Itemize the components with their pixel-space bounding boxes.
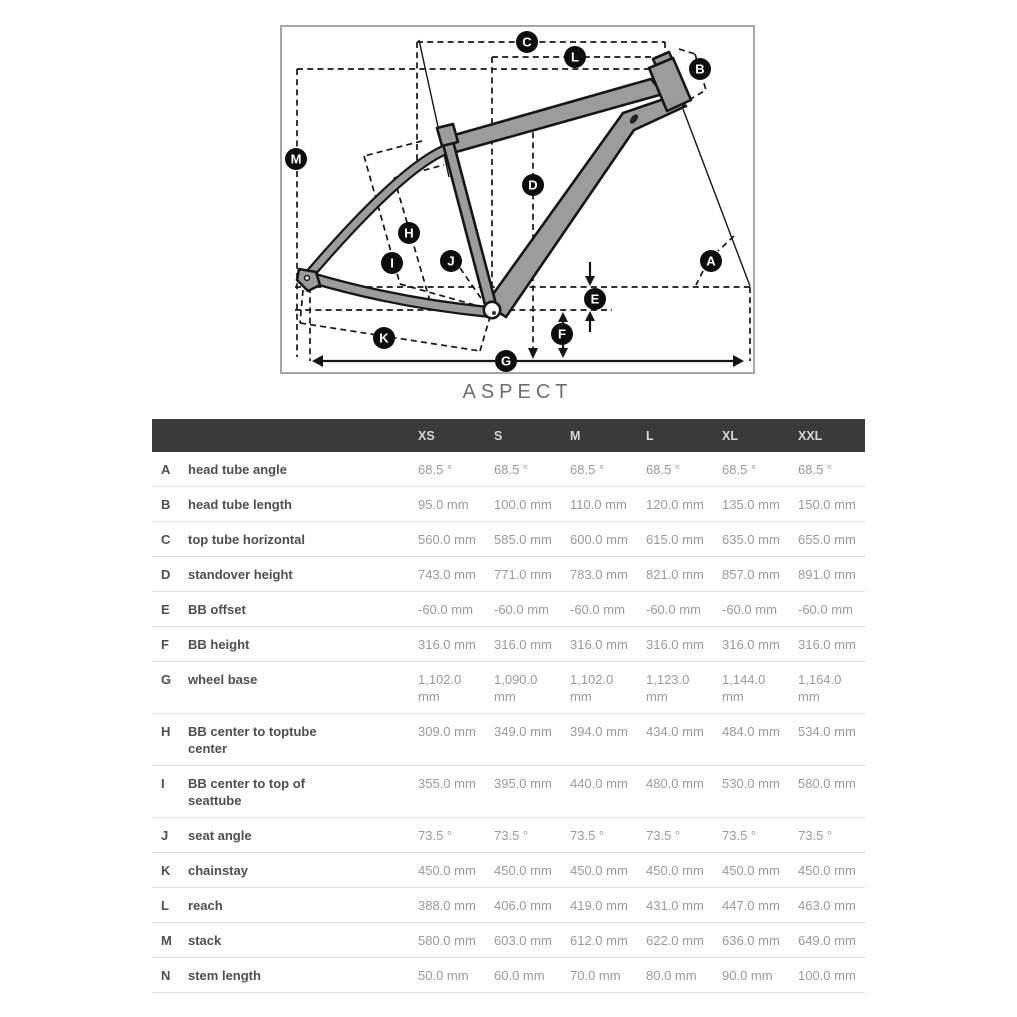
svg-text:L: L xyxy=(571,49,579,65)
svg-text:J: J xyxy=(447,253,455,269)
row-value-text: 580.0 mm xyxy=(418,933,476,948)
row-value-text: 120.0 mm xyxy=(646,497,704,512)
row-key: A xyxy=(161,462,171,477)
row-value-xxl xyxy=(798,967,865,984)
diagram-marker-g xyxy=(495,350,517,372)
row-value-text: 450.0 mm xyxy=(570,863,628,878)
diagram-marker-i xyxy=(381,252,403,274)
row-value-s xyxy=(494,566,570,583)
row-value-s xyxy=(494,862,570,879)
row-value-text: 309.0 mm xyxy=(418,724,476,739)
row-label-text: reach xyxy=(188,898,223,913)
diagram-marker-d xyxy=(522,174,544,196)
row-value-text: 316.0 mm xyxy=(722,637,780,652)
row-value-s xyxy=(494,636,570,653)
svg-text:G: G xyxy=(500,353,512,369)
row-value-s xyxy=(494,775,570,792)
row-value-xs xyxy=(418,967,494,984)
column-header-m: M xyxy=(570,428,581,443)
row-value-m xyxy=(570,897,646,914)
row-value-text: 80.0 mm xyxy=(646,968,697,983)
row-label-text: BB center to top of seattube xyxy=(188,776,305,808)
row-value-text: 68.5 ° xyxy=(494,462,529,477)
measurement-arrows xyxy=(312,116,744,367)
row-value-xxl xyxy=(798,932,865,949)
row-value-xxl xyxy=(798,671,865,705)
row-value-text: 355.0 mm xyxy=(418,776,476,791)
row-value-text: -60.0 mm xyxy=(570,602,625,617)
row-value-text: 100.0 mm xyxy=(798,968,856,983)
row-value-text: 615.0 mm xyxy=(646,532,704,547)
row-value-xl xyxy=(722,601,798,618)
row-value-xs xyxy=(418,636,494,653)
row-value-text: 395.0 mm xyxy=(494,776,552,791)
row-value-text: 431.0 mm xyxy=(646,898,704,913)
row-value-text: 406.0 mm xyxy=(494,898,552,913)
row-value-xs xyxy=(418,461,494,478)
row-key: G xyxy=(161,672,172,687)
row-value-text: 70.0 mm xyxy=(570,968,621,983)
row-value-l xyxy=(646,636,722,653)
row-value-text: 316.0 mm xyxy=(646,637,704,652)
column-header-xs: XS xyxy=(418,428,435,443)
row-value-text: 73.5 ° xyxy=(418,828,453,843)
row-value-text: 68.5 ° xyxy=(722,462,757,477)
seat-tube-collar xyxy=(437,124,458,146)
row-value-xxl xyxy=(798,862,865,879)
svg-text:K: K xyxy=(379,330,389,346)
row-value-xs xyxy=(418,862,494,879)
row-label xyxy=(188,932,418,949)
row-value-s xyxy=(494,461,570,478)
row-value-s xyxy=(494,827,570,844)
row-value-m xyxy=(570,932,646,949)
row-value-m xyxy=(570,496,646,513)
row-label-text: wheel base xyxy=(188,672,258,687)
row-value-xl xyxy=(722,775,798,792)
row-value-text: 434.0 mm xyxy=(646,724,704,739)
row-value-xl xyxy=(722,636,798,653)
row-value-text: 419.0 mm xyxy=(570,898,628,913)
row-value-xxl xyxy=(798,897,865,914)
row-value-xs xyxy=(418,531,494,548)
row-value-xl xyxy=(722,496,798,513)
row-value-m xyxy=(570,967,646,984)
row-value-text: 580.0 mm xyxy=(798,776,856,791)
row-value-text: 480.0 mm xyxy=(646,776,704,791)
row-value-s xyxy=(494,496,570,513)
row-value-text: 891.0 mm xyxy=(798,567,856,582)
row-value-xl xyxy=(722,967,798,984)
row-value-l xyxy=(646,775,722,792)
row-value-xl xyxy=(722,897,798,914)
row-value-s xyxy=(494,531,570,548)
row-value-text: 68.5 ° xyxy=(646,462,681,477)
row-value-text: 603.0 mm xyxy=(494,933,552,948)
row-label xyxy=(188,775,418,809)
row-value-text: 1,144.0 mm xyxy=(722,672,766,704)
row-label-text: chainstay xyxy=(188,863,248,878)
row-value-text: 1,090.0 mm xyxy=(494,672,538,704)
row-value-text: 1,164.0 mm xyxy=(798,672,842,704)
row-label xyxy=(188,967,418,984)
bike-frame xyxy=(297,49,691,318)
row-value-m xyxy=(570,862,646,879)
row-label xyxy=(188,636,418,653)
row-value-text: 635.0 mm xyxy=(722,532,780,547)
row-value-text: -60.0 mm xyxy=(798,602,853,617)
row-key: H xyxy=(161,724,171,739)
row-value-text: 316.0 mm xyxy=(570,637,628,652)
row-value-text: 447.0 mm xyxy=(722,898,780,913)
row-value-text: 95.0 mm xyxy=(418,497,469,512)
row-value-text: 349.0 mm xyxy=(494,724,552,739)
diagram-marker-k xyxy=(373,327,395,349)
row-value-xxl xyxy=(798,636,865,653)
row-value-text: 73.5 ° xyxy=(722,828,757,843)
row-value-s xyxy=(494,967,570,984)
column-header-l: L xyxy=(646,428,654,443)
row-label-text: seat angle xyxy=(188,828,252,843)
row-value-text: 450.0 mm xyxy=(494,863,552,878)
table-row xyxy=(152,452,865,487)
row-value-xl xyxy=(722,531,798,548)
diagram-marker-c xyxy=(516,31,538,53)
row-key: C xyxy=(161,532,171,547)
table-row xyxy=(152,958,865,993)
svg-text:E: E xyxy=(590,291,600,307)
geometry-table xyxy=(152,419,865,993)
row-value-text: 1,102.0 mm xyxy=(418,672,462,704)
table-row xyxy=(152,818,865,853)
row-label-text: BB offset xyxy=(188,602,246,617)
row-value-text: 655.0 mm xyxy=(798,532,856,547)
row-value-xxl xyxy=(798,775,865,792)
bottom-bracket xyxy=(484,302,500,318)
row-value-text: 100.0 mm xyxy=(494,497,552,512)
svg-text:H: H xyxy=(404,225,414,241)
row-key: E xyxy=(161,602,170,617)
diagram-marker-a xyxy=(700,250,722,272)
row-value-text: 463.0 mm xyxy=(798,898,856,913)
row-value-text: 771.0 mm xyxy=(494,567,552,582)
row-value-text: 612.0 mm xyxy=(570,933,628,948)
row-value-s xyxy=(494,897,570,914)
row-key: K xyxy=(161,863,171,878)
row-value-l xyxy=(646,601,722,618)
row-value-xxl xyxy=(798,566,865,583)
row-label xyxy=(188,723,418,757)
row-value-l xyxy=(646,496,722,513)
row-value-text: 534.0 mm xyxy=(798,724,856,739)
row-value-l xyxy=(646,862,722,879)
row-value-s xyxy=(494,932,570,949)
row-label-text: BB center to toptube center xyxy=(188,724,317,756)
row-value-text: 60.0 mm xyxy=(494,968,545,983)
svg-text:B: B xyxy=(695,61,705,77)
row-value-s xyxy=(494,723,570,740)
row-value-text: 316.0 mm xyxy=(798,637,856,652)
row-value-text: 316.0 mm xyxy=(494,637,552,652)
row-value-text: 388.0 mm xyxy=(418,898,476,913)
row-value-text: 450.0 mm xyxy=(646,863,704,878)
row-value-xxl xyxy=(798,723,865,740)
row-value-text: 622.0 mm xyxy=(646,933,704,948)
row-value-text: 450.0 mm xyxy=(418,863,476,878)
row-value-text: 484.0 mm xyxy=(722,724,780,739)
row-key: F xyxy=(161,637,169,652)
table-row xyxy=(152,627,865,662)
row-value-text: -60.0 mm xyxy=(646,602,701,617)
table-row xyxy=(152,714,865,766)
row-value-xl xyxy=(722,566,798,583)
table-row xyxy=(152,853,865,888)
row-value-text: 73.5 ° xyxy=(646,828,681,843)
row-label-text: top tube horizontal xyxy=(188,532,305,547)
row-value-xs xyxy=(418,601,494,618)
row-value-m xyxy=(570,461,646,478)
table-row xyxy=(152,888,865,923)
row-value-text: 90.0 mm xyxy=(722,968,773,983)
row-label xyxy=(188,496,418,513)
row-value-xl xyxy=(722,827,798,844)
row-value-m xyxy=(570,723,646,740)
row-value-text: -60.0 mm xyxy=(418,602,473,617)
dropout-axle xyxy=(305,276,310,281)
table-row xyxy=(152,487,865,522)
table-row xyxy=(152,766,865,818)
row-value-text: 560.0 mm xyxy=(418,532,476,547)
row-value-text: -60.0 mm xyxy=(722,602,777,617)
svg-text:D: D xyxy=(528,177,538,193)
row-value-text: 68.5 ° xyxy=(418,462,453,477)
column-header-xxl: XXL xyxy=(798,428,823,443)
row-label xyxy=(188,897,418,914)
row-value-text: 394.0 mm xyxy=(570,724,628,739)
row-label-text: stem length xyxy=(188,968,261,983)
row-label-text: BB height xyxy=(188,637,250,652)
row-value-text: 73.5 ° xyxy=(494,828,529,843)
row-value-text: 440.0 mm xyxy=(570,776,628,791)
row-value-xs xyxy=(418,723,494,740)
row-label xyxy=(188,671,418,688)
row-value-xl xyxy=(722,461,798,478)
row-value-text: 1,123.0 mm xyxy=(646,672,690,704)
row-key: B xyxy=(161,497,171,512)
table-row xyxy=(152,592,865,627)
row-value-l xyxy=(646,932,722,949)
row-value-m xyxy=(570,671,646,705)
table-row xyxy=(152,522,865,557)
row-key: M xyxy=(161,933,172,948)
row-key: L xyxy=(161,898,169,913)
diagram-marker-b xyxy=(689,58,711,80)
diagram-marker-m xyxy=(285,148,307,170)
row-key: D xyxy=(161,567,171,582)
row-value-l xyxy=(646,967,722,984)
bottom-bracket-bolt xyxy=(492,311,496,315)
row-value-l xyxy=(646,671,722,705)
table-row xyxy=(152,662,865,714)
row-value-l xyxy=(646,461,722,478)
row-value-text: 649.0 mm xyxy=(798,933,856,948)
row-value-text: 135.0 mm xyxy=(722,497,780,512)
row-value-xxl xyxy=(798,496,865,513)
row-value-s xyxy=(494,601,570,618)
row-value-l xyxy=(646,566,722,583)
table-row xyxy=(152,557,865,592)
row-value-text: 50.0 mm xyxy=(418,968,469,983)
row-value-m xyxy=(570,601,646,618)
row-key: J xyxy=(161,828,169,843)
svg-text:C: C xyxy=(522,34,532,50)
row-value-xs xyxy=(418,897,494,914)
row-value-l xyxy=(646,723,722,740)
svg-text:F: F xyxy=(558,326,566,342)
row-value-m xyxy=(570,775,646,792)
seat-stay xyxy=(310,149,447,274)
row-label-text: stack xyxy=(188,933,222,948)
row-value-l xyxy=(646,827,722,844)
row-value-text: 68.5 ° xyxy=(570,462,605,477)
row-value-m xyxy=(570,566,646,583)
row-value-text: 316.0 mm xyxy=(418,637,476,652)
row-value-xxl xyxy=(798,601,865,618)
diagram-marker-l xyxy=(564,46,586,68)
row-key: I xyxy=(161,776,165,791)
row-value-xl xyxy=(722,862,798,879)
row-label xyxy=(188,531,418,548)
row-value-xxl xyxy=(798,531,865,548)
row-value-text: 1,102.0 mm xyxy=(570,672,614,704)
row-value-text: 73.5 ° xyxy=(570,828,605,843)
diagram-marker-f xyxy=(551,323,573,345)
row-value-text: 821.0 mm xyxy=(646,567,704,582)
row-value-xs xyxy=(418,932,494,949)
row-value-text: 450.0 mm xyxy=(722,863,780,878)
row-value-text: 73.5 ° xyxy=(798,828,833,843)
diagram-marker-h xyxy=(398,222,420,244)
row-label-text: head tube length xyxy=(188,497,292,512)
row-value-text: 636.0 mm xyxy=(722,933,780,948)
column-header-xl: XL xyxy=(722,428,738,443)
svg-text:M: M xyxy=(290,151,302,167)
row-value-m xyxy=(570,531,646,548)
row-value-text: 110.0 mm xyxy=(570,497,627,512)
row-label xyxy=(188,827,418,844)
row-value-text: 68.5 ° xyxy=(798,462,833,477)
row-label xyxy=(188,601,418,618)
row-value-xs xyxy=(418,496,494,513)
row-value-text: 530.0 mm xyxy=(722,776,780,791)
table-row xyxy=(152,923,865,958)
row-value-s xyxy=(494,671,570,705)
row-value-text: 783.0 mm xyxy=(570,567,628,582)
row-value-l xyxy=(646,897,722,914)
row-value-l xyxy=(646,531,722,548)
row-value-xs xyxy=(418,671,494,705)
row-value-m xyxy=(570,636,646,653)
geometry-diagram xyxy=(280,25,755,374)
row-label xyxy=(188,566,418,583)
row-label-text: head tube angle xyxy=(188,462,287,477)
row-value-xxl xyxy=(798,461,865,478)
diagram-marker-e xyxy=(584,288,606,310)
row-value-text: 857.0 mm xyxy=(722,567,780,582)
row-value-text: 150.0 mm xyxy=(798,497,856,512)
row-label xyxy=(188,862,418,879)
bike-frame-diagram-svg xyxy=(282,27,753,372)
row-value-text: 585.0 mm xyxy=(494,532,552,547)
column-header-s: S xyxy=(494,428,503,443)
svg-text:A: A xyxy=(706,253,716,269)
row-value-xxl xyxy=(798,827,865,844)
row-value-m xyxy=(570,827,646,844)
row-value-text: -60.0 mm xyxy=(494,602,549,617)
diagram-marker-j xyxy=(440,250,462,272)
model-title: ASPECT xyxy=(462,381,573,403)
row-value-xs xyxy=(418,827,494,844)
row-value-xl xyxy=(722,671,798,705)
row-value-text: 450.0 mm xyxy=(798,863,856,878)
table-header xyxy=(152,419,865,452)
row-value-xs xyxy=(418,775,494,792)
row-value-text: 743.0 mm xyxy=(418,567,476,582)
row-value-xl xyxy=(722,723,798,740)
row-value-xl xyxy=(722,932,798,949)
row-label-text: standover height xyxy=(188,567,293,582)
row-key: N xyxy=(161,968,171,983)
row-value-xs xyxy=(418,566,494,583)
row-value-text: 600.0 mm xyxy=(570,532,628,547)
row-label xyxy=(188,461,418,478)
svg-text:I: I xyxy=(390,255,394,271)
table-body xyxy=(152,452,865,993)
